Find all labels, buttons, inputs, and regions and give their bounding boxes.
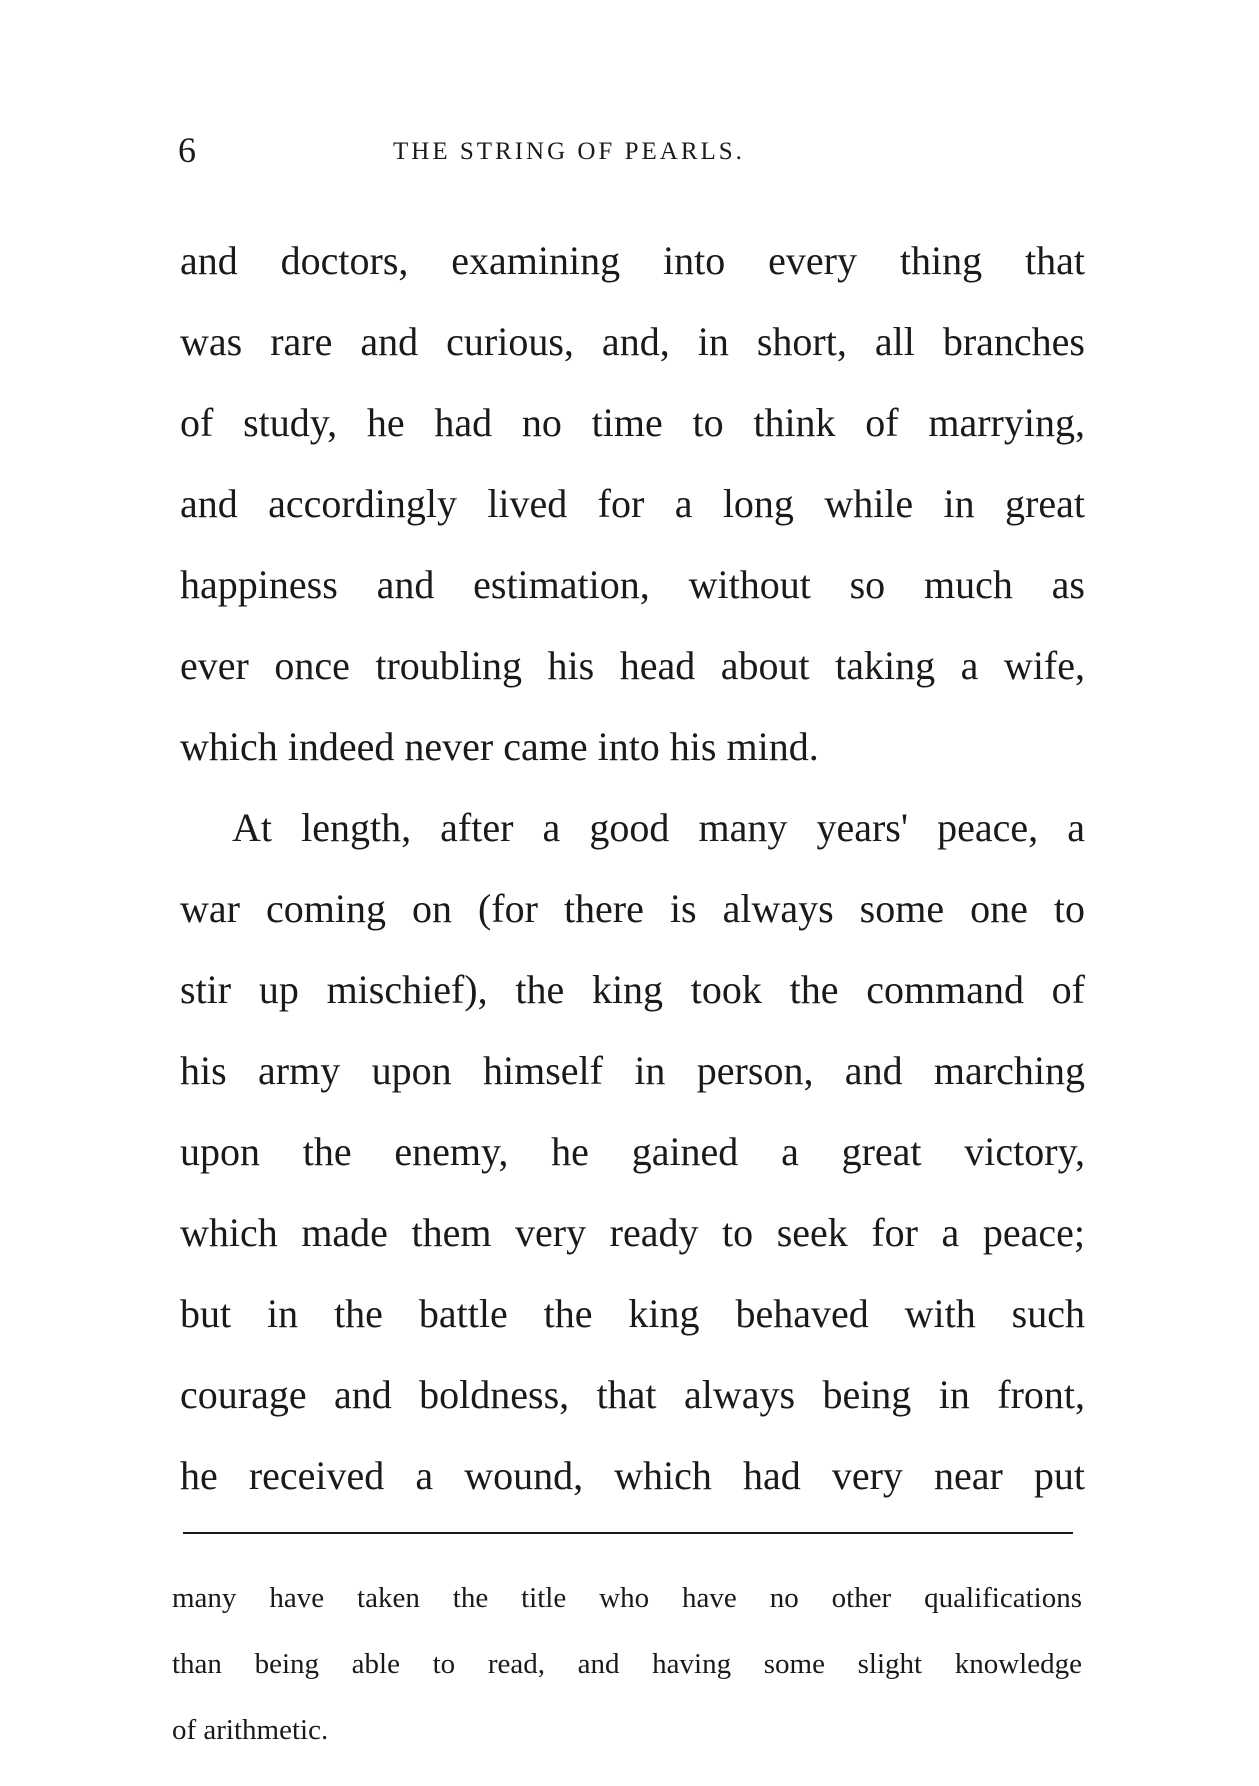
body-line: but in the battle the king behaved with such [180,1291,1085,1336]
body-line: and doctors, examining into every thing that [180,238,1085,283]
body-line: stir up mischief), the king took the command of [180,967,1085,1012]
paragraph-start-line: At length, after a good many years' peace, a [232,805,1085,850]
body-line: which made them very ready to seek for a peace; [180,1210,1085,1255]
body-line: was rare and curious, and, in short, all branches [180,319,1085,364]
body-line: courage and boldness, that always being in front, [180,1372,1085,1417]
footnote-divider [183,1532,1073,1534]
footnote-line: of arithmetic. [172,1714,329,1746]
body-line: which indeed never came into his mind. [180,724,819,769]
body-line: happiness and estimation, without so much as [180,562,1085,607]
body-line: and accordingly lived for a long while in great [180,481,1085,526]
running-head [178,128,1078,172]
body-line: his army upon himself in person, and marching [180,1048,1085,1093]
body-text [180,220,1085,1516]
body-line: of study, he had no time to think of marrying, [180,400,1085,445]
body-line: ever once troubling his head about taking a wife, [180,643,1085,688]
body-line: he received a wound, which had very near put [180,1453,1085,1498]
footnote [172,1565,1082,1763]
body-line: war coming on (for there is always some one to [180,886,1085,931]
body-line: upon the enemy, he gained a great victory, [180,1129,1085,1174]
footnote-line: many have taken the title who have no other qualifications [172,1582,1082,1614]
running-title: THE STRING OF PEARLS. [393,138,745,165]
footnote-line: than being able to read, and having some slight knowledge [172,1648,1082,1680]
page-number: 6 [178,130,196,170]
